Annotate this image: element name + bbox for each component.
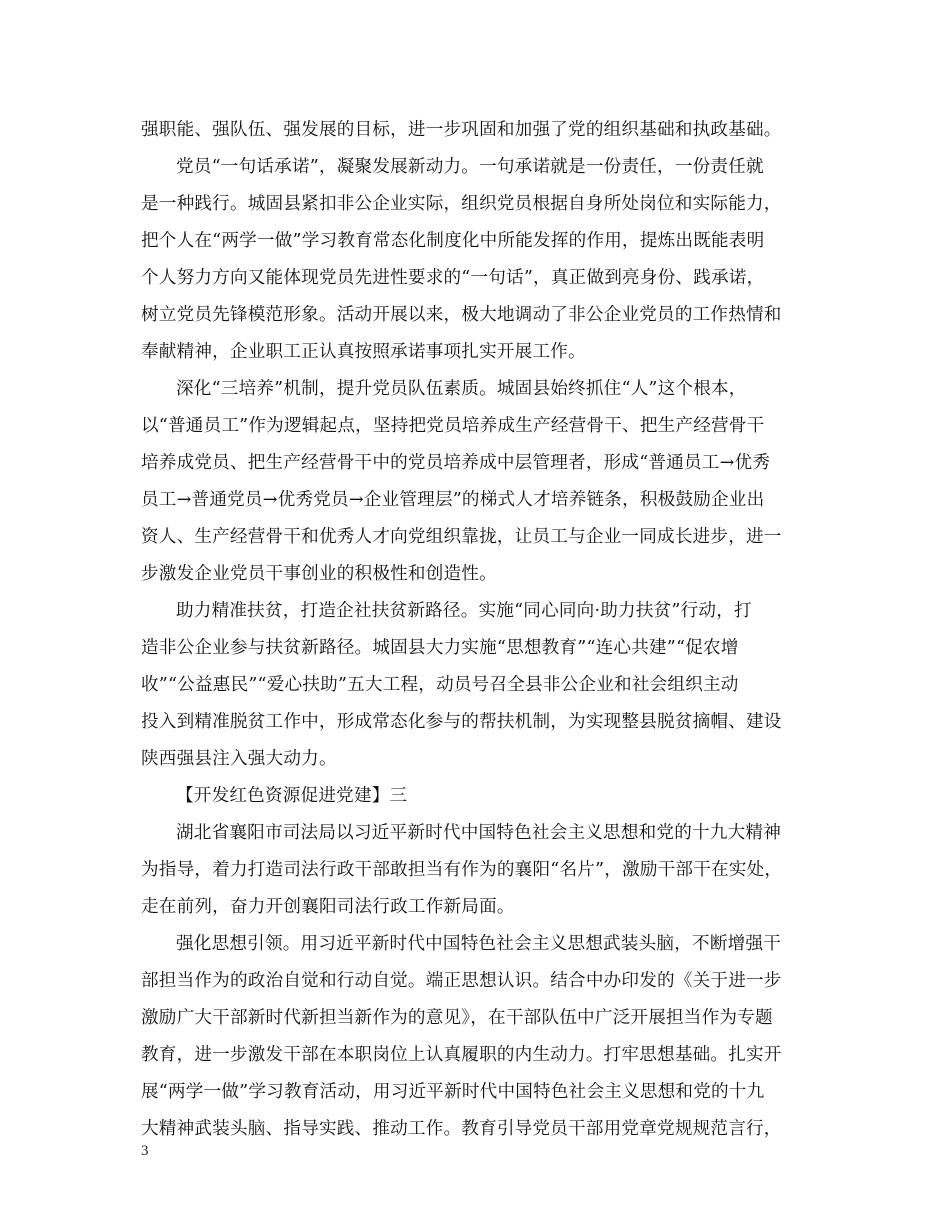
text-line-3: 是一种践行。城固县紧扣非公企业实际，组织党员根据自身所处岗位和实际能力， <box>141 194 782 214</box>
text-line-28: 大精神武装头脑、指导实践、推动工作。教育引导党员干部用党章党规规范言行， <box>141 1119 782 1139</box>
text-line-10: 培养成党员、把生产经营骨干中的党员培养成中层管理者，形成“普通员工→优秀 <box>141 453 771 473</box>
text-line-21: 为指导，着力打造司法行政干部敢担当有作为的襄阳“名片”，激励干部干在实处， <box>141 860 783 880</box>
text-line-7: 奉献精神，企业职工正认真按照承诺事项扎实开展工作。 <box>141 342 586 362</box>
text-line-24: 部担当作为的政治自觉和行动自觉。端正思想认识。结合中办印发的《关于进一步 <box>141 971 782 991</box>
text-line-26: 教育，进一步激发干部在本职岗位上认真履职的内生动力。打牢思想基础。扎实开 <box>141 1045 782 1065</box>
text-line-4: 把个人在“两学一做”学习教育常态化制度化中所能发挥的作用，提炼出既能表明 <box>141 231 765 251</box>
text-line-8: 深化“三培养”机制，提升党员队伍素质。城固县始终抓住“人”这个根本， <box>176 379 747 399</box>
text-line-6: 树立党员先锋模范形象。活动开展以来，极大地调动了非公企业党员的工作热情和 <box>141 305 782 325</box>
text-line-18: 陕西强县注入强大动力。 <box>141 749 337 769</box>
text-line-16: 收”“公益惠民”“爱心扶助”五大工程，动员号召全县非公企业和社会组织主动 <box>141 675 739 695</box>
section-heading: 【开发红色资源促进党建】三 <box>176 786 408 806</box>
text-line-13: 步激发企业党员干事创业的积极性和创造性。 <box>141 564 497 584</box>
text-line-20: 湖北省襄阳市司法局以习近平新时代中国特色社会主义思想和党的十九大精神 <box>176 823 781 843</box>
text-line-27: 展“两学一做”学习教育活动，用习近平新时代中国特色社会主义思想和党的十九 <box>141 1082 765 1102</box>
text-line-23: 强化思想引领。用习近平新时代中国特色社会主义思想武装头脑，不断增强干 <box>176 934 781 954</box>
text-line-11: 员工→普通党员→优秀党员→企业管理层”的梯式人才培养链条，积极鼓励企业出 <box>141 490 765 510</box>
text-line-15: 造非公企业参与扶贫新路径。城固县大力实施“思想教育”“连心共建”“促农增 <box>141 638 739 658</box>
text-line-2: 党员“一句话承诺”，凝聚发展新动力。一句承诺就是一份责任，一份责任就 <box>176 157 764 177</box>
text-line-9: 以“普通员工”作为逻辑起点，坚持把党员培养成生产经营骨干、把生产经营骨干 <box>141 416 765 436</box>
text-line-1: 强职能、强队伍、强发展的目标，进一步巩固和加强了党的组织基础和执政基础。 <box>141 120 782 140</box>
text-line-5: 个人努力方向又能体现党员先进性要求的“一句话”，真正做到亮身份、践承诺， <box>141 268 765 288</box>
text-line-22: 走在前列，奋力开创襄阳司法行政工作新局面。 <box>141 897 515 917</box>
text-line-12: 资人、生产经营骨干和优秀人才向党组织靠拢，让员工与企业一同成长进步，进一 <box>141 527 782 547</box>
text-line-14: 助力精准扶贫，打造企社扶贫新路径。实施“同心同向·助力扶贫”行动，打 <box>176 601 752 621</box>
text-line-17: 投入到精准脱贫工作中，形成常态化参与的帮扶机制，为实现整县脱贫摘帽、建设 <box>141 712 782 732</box>
page-number: 3 <box>141 1143 149 1159</box>
text-line-25: 激励广大干部新时代新担当新作为的意见》，在干部队伍中广泛开展担当作为专题 <box>141 1008 773 1028</box>
